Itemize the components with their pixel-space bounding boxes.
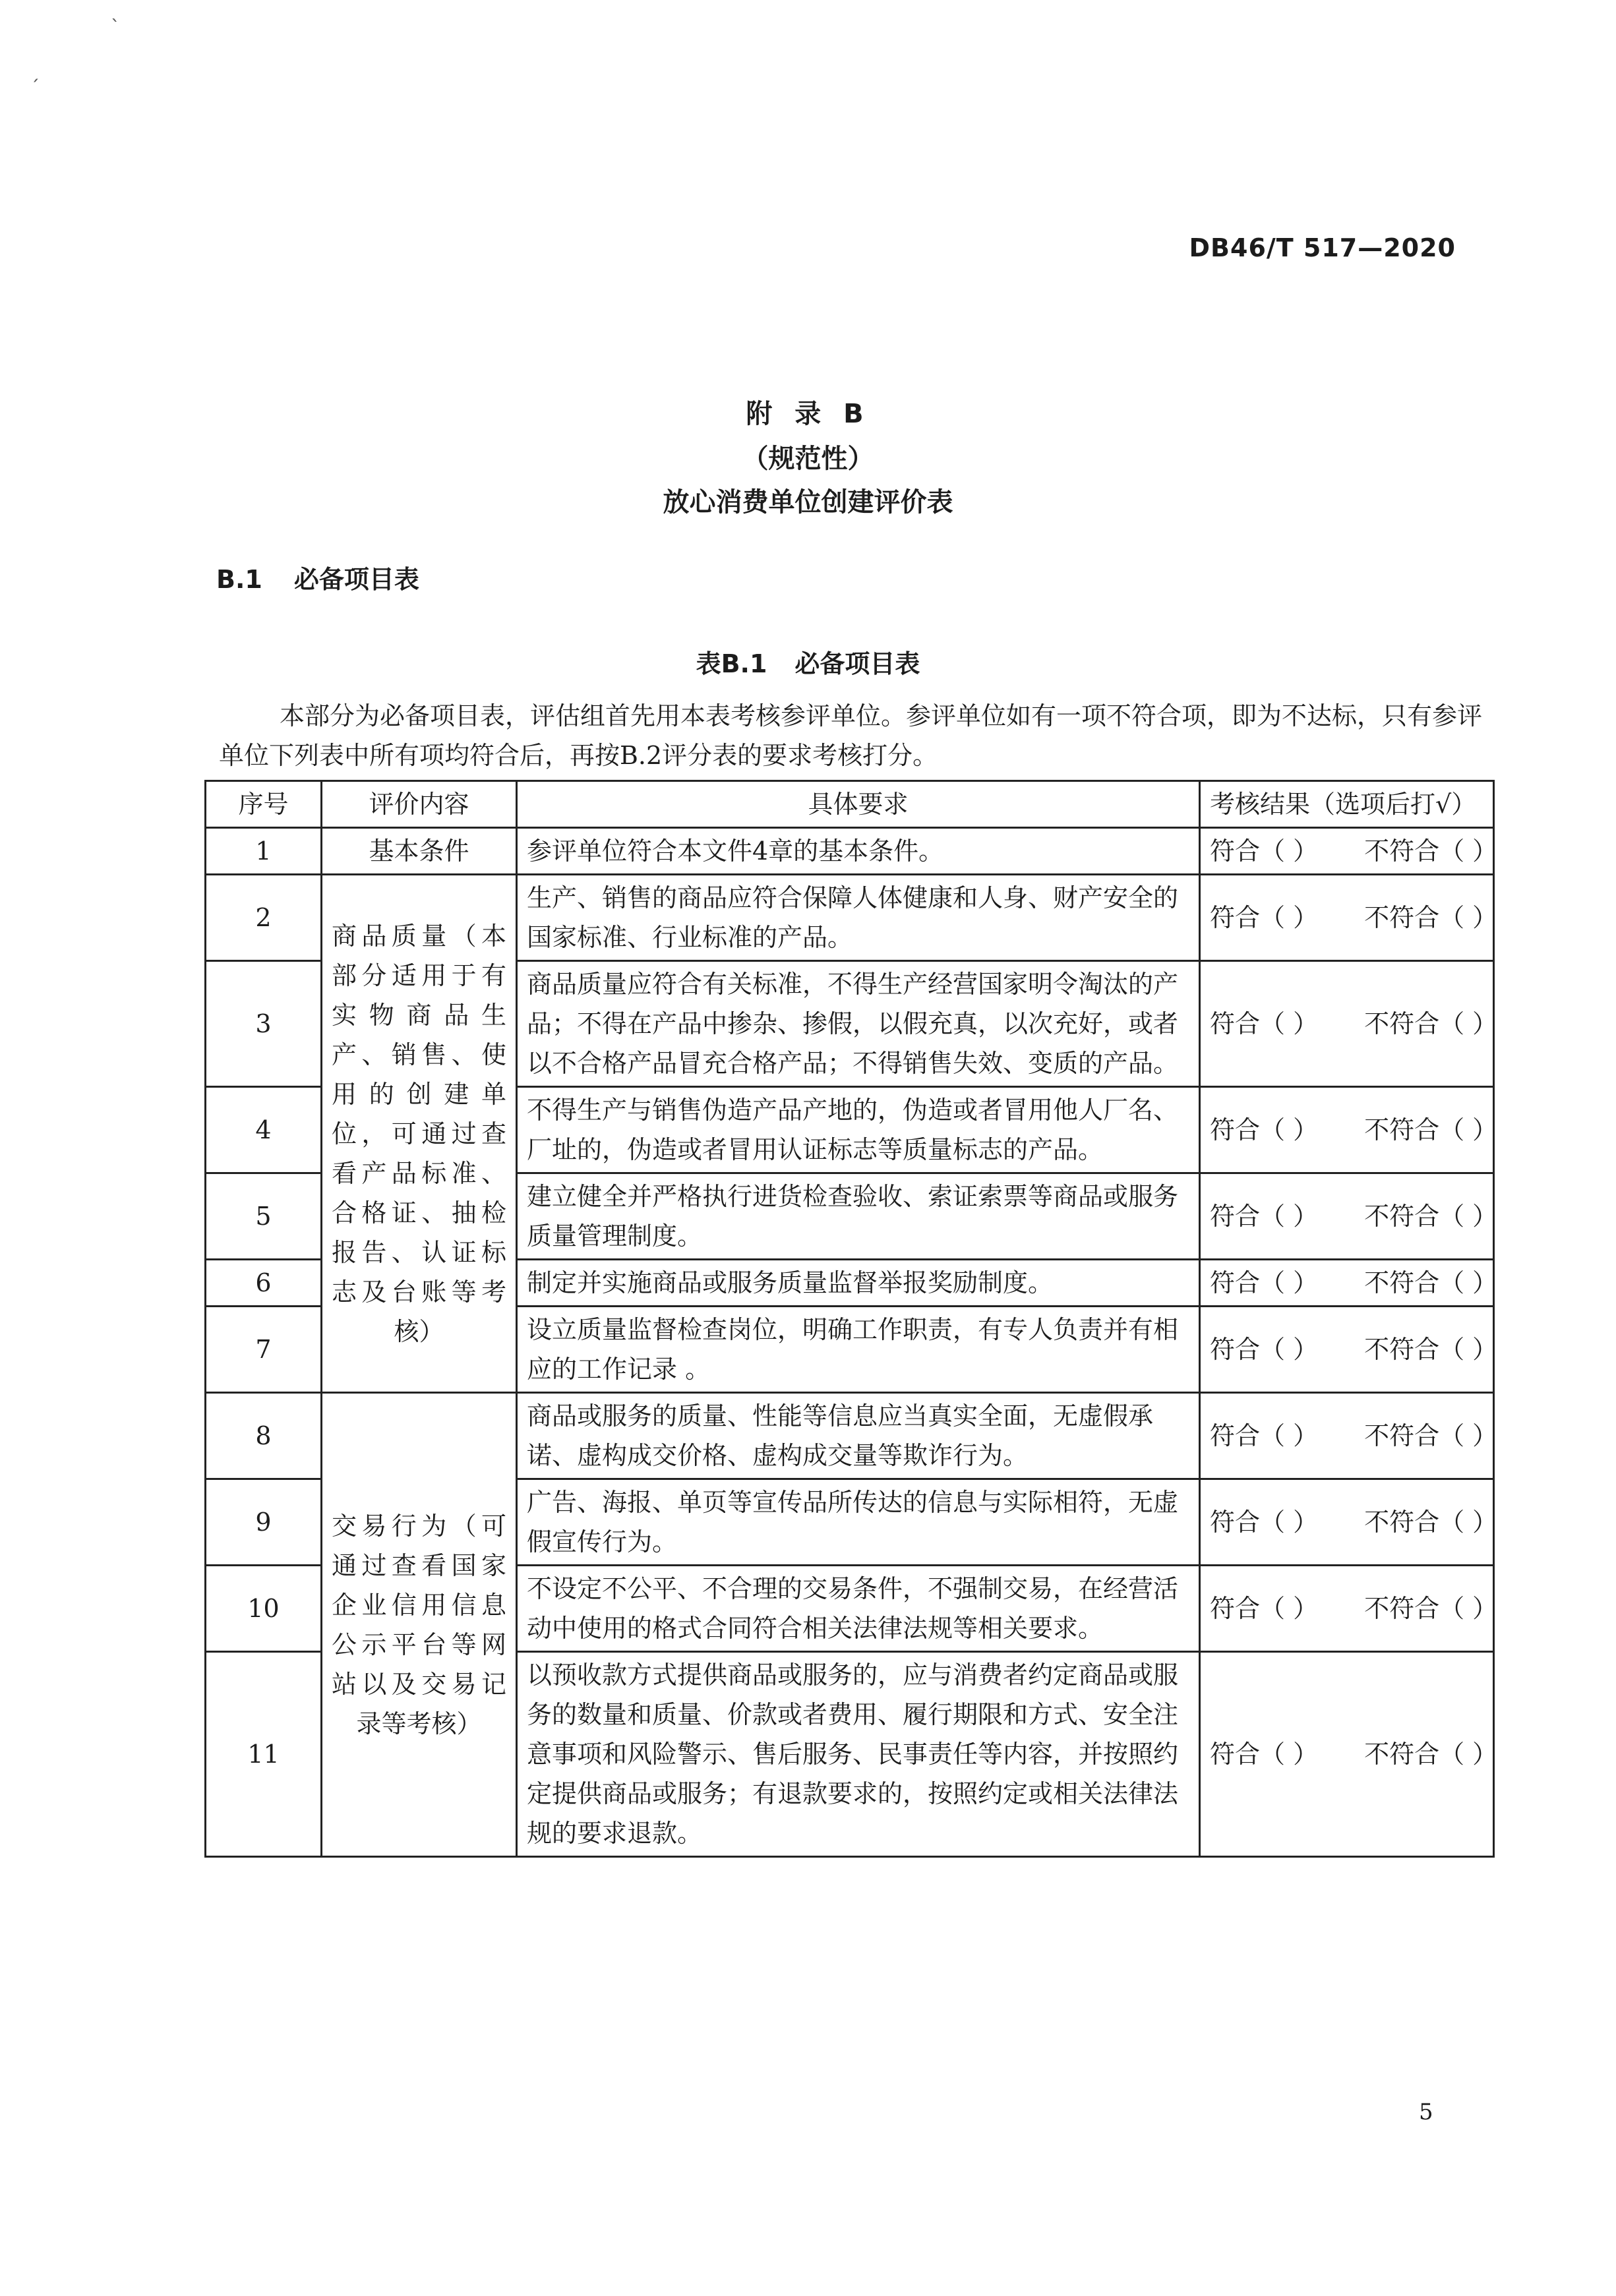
requirement-text: 以预收款方式提供商品或服务的，应与消费者约定商品或服务的数量和质量、价款或者费用、履行期限和方式、安全注意事项和风险警示、售后服务、民事责任等内容，并按照约定提供商品或服务；有退款要求的，按照约定或相关法律法规的要求退款。 [517,1652,1200,1857]
row-number: 1 [206,828,322,875]
result-conform-option[interactable]: 符合（ ） [1210,1268,1319,1297]
result-cell [1200,1566,1498,1652]
result-cell [1200,1173,1498,1260]
result-cell [1200,1479,1498,1566]
section-number: B.1 [216,565,262,594]
row-number: 7 [206,1307,322,1393]
appendix-heading: 附 录 B [746,399,870,429]
result-nonconform-option[interactable]: 不符合（ ） [1364,1009,1498,1038]
table-body [206,828,1498,1857]
result-cell [1200,828,1498,875]
header-content: 评价内容 [322,781,517,828]
result-nonconform-option[interactable]: 不符合（ ） [1364,1335,1498,1364]
section-title: 必备项目表 [293,565,419,594]
scan-speck: ˋ [111,16,120,38]
requirement-text: 建立健全并严格执行进货检查验收、索证索票等商品或服务质量管理制度。 [517,1173,1200,1260]
requirement-text: 商品或服务的质量、性能等信息应当真实全面，无虚假承诺、虚构成交价格、虚构成交量等欺诈行为。 [517,1393,1200,1479]
requirements-table [204,780,1498,1858]
result-conform-option[interactable]: 符合（ ） [1210,837,1319,866]
result-nonconform-option[interactable]: 不符合（ ） [1364,1594,1498,1623]
result-nonconform-option[interactable]: 不符合（ ） [1364,1421,1498,1450]
result-nonconform-option[interactable]: 不符合（ ） [1364,1508,1498,1537]
table-caption [0,643,1616,680]
row-number: 6 [206,1260,322,1307]
result-nonconform-option[interactable]: 不符合（ ） [1364,1740,1498,1769]
result-nonconform-option[interactable]: 不符合（ ） [1364,1268,1498,1297]
result-cell [1200,1087,1498,1173]
requirement-text: 设立质量监督检查岗位，明确工作职责，有专人负责并有相应的工作记录 。 [517,1307,1200,1393]
result-conform-option[interactable]: 符合（ ） [1210,1594,1319,1623]
header-result: 考核结果（选项后打√） [1200,781,1494,828]
appendix-title: 放心消费单位创建评价表 [663,487,953,517]
table-header-row [206,781,1494,828]
page-number: 5 [1419,2099,1433,2125]
result-conform-option[interactable]: 符合（ ） [1210,1009,1319,1038]
result-cell [1200,875,1498,961]
row-number: 10 [206,1566,322,1652]
result-cell [1200,1393,1498,1479]
result-nonconform-option[interactable]: 不符合（ ） [1364,1115,1498,1144]
header-requirement: 具体要求 [517,781,1200,828]
row-number: 2 [206,875,322,961]
row-number: 4 [206,1087,322,1173]
result-conform-option[interactable]: 符合（ ） [1210,1115,1319,1144]
row-number: 8 [206,1393,322,1479]
normative-label: （规范性） [742,444,874,474]
result-cell [1200,961,1498,1087]
result-cell [1200,1652,1498,1857]
table-row [206,828,1494,875]
result-cell [1200,1260,1498,1307]
row-number: 5 [206,1173,322,1260]
category-basic: 基本条件 [322,828,517,875]
requirement-text: 不得生产与销售伪造产品产地的，伪造或者冒用他人厂名、厂址的，伪造或者冒用认证标志等质量标志的产品。 [517,1087,1200,1173]
requirement-text: 生产、销售的商品应符合保障人体健康和人身、财产安全的国家标准、行业标准的产品。 [517,875,1200,961]
table-row [206,1393,1494,1479]
result-nonconform-option[interactable]: 不符合（ ） [1364,837,1498,866]
table-row [206,875,1494,961]
section-heading [216,559,419,595]
result-conform-option[interactable]: 符合（ ） [1210,1508,1319,1537]
requirement-text: 商品质量应符合有关标准，不得生产经营国家明令淘汰的产品；不得在产品中掺杂、掺假，以假充真，以次充好，或者以不合格产品冒充合格产品；不得销售失效、变质的产品。 [517,961,1200,1087]
document-code: DB46/T 517—2020 [1189,233,1456,262]
result-conform-option[interactable]: 符合（ ） [1210,1421,1319,1450]
category-trade: 交易行为（可通过查看国家企业信用信息公示平台等网站以及交易记录等考核） [322,1393,517,1857]
row-number: 11 [206,1652,322,1857]
result-conform-option[interactable]: 符合（ ） [1210,1202,1319,1231]
requirement-text: 不设定不公平、不合理的交易条件，不强制交易，在经营活动中使用的格式合同符合相关法律法规等相关要求。 [517,1566,1200,1652]
result-nonconform-option[interactable]: 不符合（ ） [1364,1202,1498,1231]
category-quality: 商品质量（本部分适用于有实物商品生产、销售、使用的创建单位，可通过查看产品标准、合格证、抽检报告、认证标志及台账等考核） [322,875,517,1393]
requirement-text: 广告、海报、单页等宣传品所传达的信息与实际相符，无虚假宣传行为。 [517,1479,1200,1566]
table-number: 表B.1 [696,649,767,678]
result-nonconform-option[interactable]: 不符合（ ） [1364,903,1498,932]
intro-paragraph: 本部分为必备项目表，评估组首先用本表考核参评单位。参评单位如有一项不符合项，即为不达标，只有参评单位下列表中所有项均符合后，再按B.2评分表的要求考核打分。 [219,701,1483,770]
result-conform-option[interactable]: 符合（ ） [1210,1335,1319,1364]
requirement-text: 参评单位符合本文件4章的基本条件。 [517,828,1200,875]
scan-speck: ˏ [30,61,40,82]
requirement-text: 制定并实施商品或服务质量监督举报奖励制度。 [517,1260,1200,1307]
result-cell [1200,1307,1498,1393]
row-number: 9 [206,1479,322,1566]
result-conform-option[interactable]: 符合（ ） [1210,903,1319,932]
table-caption-title: 必备项目表 [794,649,920,678]
result-conform-option[interactable]: 符合（ ） [1210,1740,1319,1769]
header-no: 序号 [206,781,322,828]
row-number: 3 [206,961,322,1087]
